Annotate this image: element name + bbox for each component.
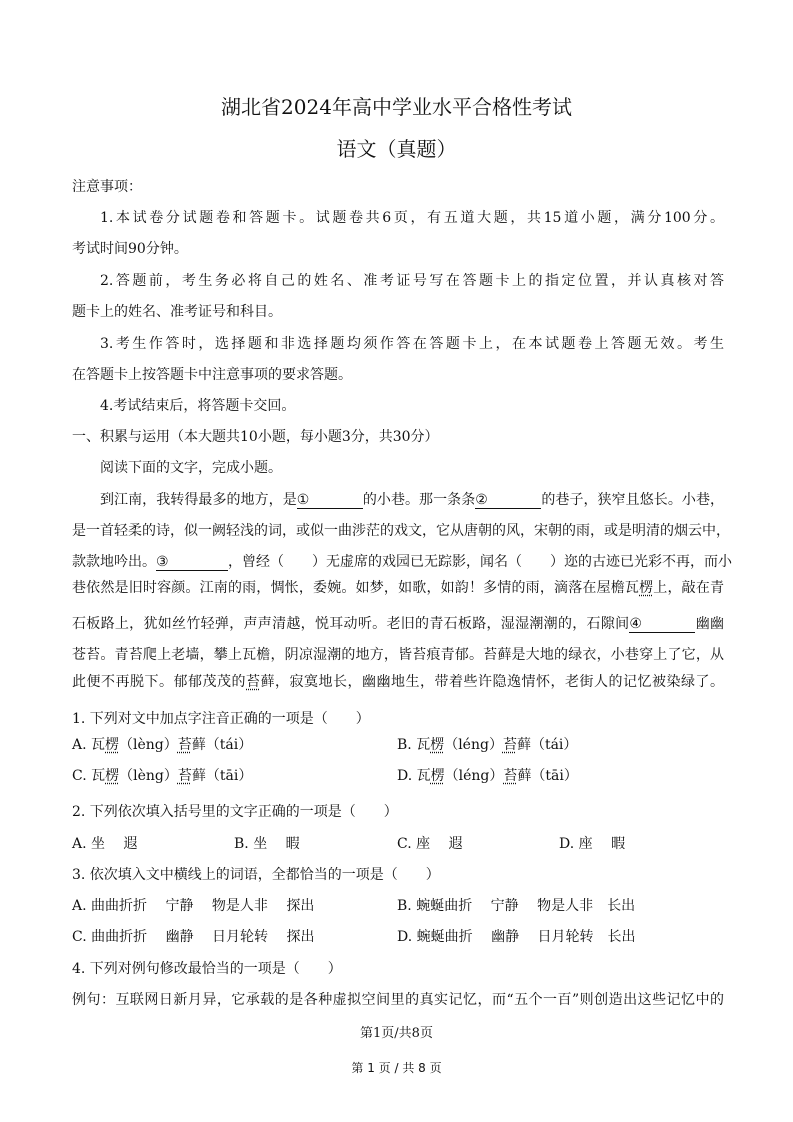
passage-text: 款款地吟出。 [72, 554, 156, 570]
q2-option-d: D. 座 暇 [559, 836, 626, 852]
q3-option-c: C. 曲曲折折 幽静 日月轮转 探出 [72, 929, 315, 945]
page-number: 第 1 页 / 共 8 页 [351, 1061, 442, 1075]
dotted-char: 楞 [430, 768, 445, 784]
notice-item-1-cont: 考试时间90分钟。 [72, 241, 188, 257]
question-3-stem: 3. 依次填入文中横线上的词语，全都恰当的一项是（ ） [72, 867, 440, 883]
notice-item-2: 2.答题前，考生务必将自己的姓名、准考证号写在答题卡上的指定位置，并认真核对答 [100, 273, 724, 289]
dotted-char: 苔 [177, 737, 192, 753]
notice-item-2-cont: 题卡上的姓名、准考证号和科目。 [72, 304, 282, 320]
passage-text: 巷依然是旧时容颜。江南的雨，惆怅，委婉。如梦，如歌，如韵！多情的雨，滴落在屋檐瓦 [72, 580, 640, 596]
question-2-stem: 2. 下列依次填入括号里的文字正确的一项是（ ） [72, 804, 398, 820]
inner-page-number: 第1页/共8页 [360, 1026, 433, 1041]
option-text: C. 瓦 [72, 768, 106, 784]
passage-line-2: 是一首轻柔的诗，似一阙轻浅的词，或似一曲涉茫的戏文，它从唐朝的风，宋朝的雨，或是明清的烟云中， [72, 523, 730, 539]
notice-heading: 注意事项： [72, 179, 142, 195]
q3-option-a: A. 曲曲折折 宁静 物是人非 探出 [72, 898, 315, 914]
dotted-char: 楞 [639, 580, 654, 596]
question-4-example: 例句：互联网日新月异，它承载的是各种虚拟空间里的真实记忆，而“五个一百”则创造出这些记忆中的 [72, 992, 724, 1008]
dotted-char: 楞 [105, 768, 120, 784]
page-subtitle: 语文（真题） [336, 137, 457, 161]
passage-text: 的小巷。那一条条 [362, 492, 476, 508]
q1-option-c [72, 767, 252, 785]
passage-line-3 [72, 553, 732, 571]
option-text: 藓（tāi） [191, 768, 253, 784]
dotted-char: 苔 [503, 768, 518, 784]
passage-text: ，曾经（ ）无虚席的戏园已无踪影，闻名（ ）迩的古迹已光彩不再，而小 [228, 554, 732, 570]
q3-option-b: B. 蜿蜒曲折 宁静 物是人非 长出 [397, 898, 636, 914]
passage-text: 幽幽 [695, 616, 725, 632]
passage-text: 到江南，我转得最多的地方，是 [100, 492, 297, 508]
passage-line-1 [100, 491, 724, 509]
option-text: 藓（tāi） [517, 768, 578, 784]
q2-option-b: B. 坐 暇 [234, 836, 300, 852]
notice-item-3-cont: 在答题卡上按答题卡中注意事项的要求答题。 [72, 367, 352, 383]
blank-2: ② [475, 492, 541, 509]
section-heading: 一、积累与运用（本大题共10小题，每小题3分，共30分） [72, 429, 439, 445]
option-text: A. 瓦 [72, 737, 106, 753]
q2-option-c: C. 座 遐 [397, 836, 463, 852]
q3-option-d: D. 蜿蜒曲折 幽静 日月轮转 长出 [397, 929, 636, 945]
dotted-char: 苔 [246, 674, 261, 690]
q2-option-a: A. 坐 遐 [72, 836, 138, 852]
passage-line-5 [72, 615, 724, 633]
passage-text: 上，敲在青 [653, 580, 725, 596]
notice-item-3: 3.考生作答时，选择题和非选择题均须作答在答题卡上，在本试题卷上答题无效。考生 [100, 336, 724, 352]
notice-item-4: 4.考试结束后，将答题卡交回。 [100, 398, 296, 414]
option-text: （léng） [444, 737, 503, 753]
q1-option-d [397, 767, 578, 785]
option-text: （lèng） [119, 768, 178, 784]
passage-text: 此便不再脱下。郁郁茂茂的 [72, 674, 246, 690]
passage-line-7 [72, 673, 724, 691]
page-title: 湖北省2024年高中学业水平合格性考试 [221, 95, 572, 119]
blank-1: ① [297, 492, 363, 509]
option-text: B. 瓦 [397, 737, 431, 753]
option-text: 藓（tái） [516, 737, 578, 753]
passage-line-6: 苍苔。青苔爬上老墙，攀上瓦檐，阴凉湿潮的地方，皆苔痕青郁。苔藓是大地的绿衣，小巷穿上了它，从 [72, 647, 724, 663]
passage-text: 藓，寂寞地长，幽幽地生，带着些许隐逸情怀，老街人的记忆被染绿了。 [260, 674, 724, 690]
passage-text: 石板路上，犹如丝竹轻弹，声声清越，悦耳动听。老旧的青石板路，湿湿潮潮的，石隙间 [72, 616, 630, 632]
reading-instruction: 阅读下面的文字，完成小题。 [100, 460, 282, 476]
option-text: （lèng） [119, 737, 178, 753]
dotted-char: 苔 [502, 737, 517, 753]
blank-4: ④ [629, 616, 695, 633]
q1-option-a [72, 736, 252, 754]
q1-option-b [397, 736, 577, 754]
option-text: （léng） [444, 768, 504, 784]
blank-3: ③ [156, 554, 228, 571]
dotted-char: 楞 [105, 737, 120, 753]
notice-item-1: 1.本试卷分试题卷和答题卡。试题卷共6页，有五道大题，共15道小题，满分100分。 [100, 210, 724, 226]
dotted-char: 苔 [177, 768, 192, 784]
question-4-stem: 4. 下列对例句修改最恰当的一项是（ ） [72, 961, 342, 977]
option-text: 藓（tái） [191, 737, 253, 753]
passage-text: 的巷子，狭窄且悠长。小巷， [541, 492, 725, 508]
option-text: D. 瓦 [397, 768, 431, 784]
passage-line-4 [72, 579, 724, 597]
dotted-char: 楞 [430, 737, 445, 753]
question-1-stem: 1. 下列对文中加点字注音正确的一项是（ ） [72, 711, 370, 727]
